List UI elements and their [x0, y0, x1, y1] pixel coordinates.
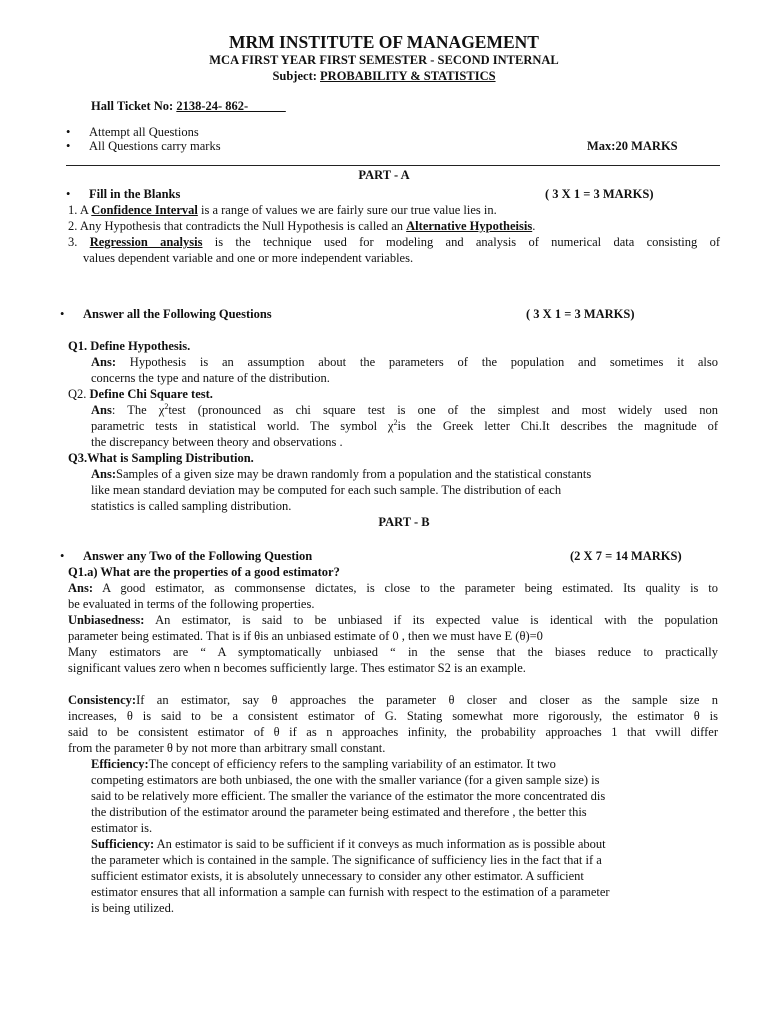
efficiency-line5: estimator is.: [91, 821, 153, 835]
q1-question: Q1. Define Hypothesis.: [68, 339, 191, 353]
sufficiency-line5: is being utilized.: [91, 901, 174, 915]
part-b-title: PART - B: [378, 515, 430, 529]
bullet-icon: •: [66, 139, 71, 153]
answer-text: Samples of a given size may be drawn randomly from a population and the statistical constants: [116, 467, 592, 481]
term-label: Efficiency:: [91, 757, 149, 771]
sufficiency-line2: the parameter which is contained in the sample. The significance of sufficiency lies in the fact that if a: [91, 853, 602, 867]
answer-text: parametric tests in statistical world. The symbol χ: [91, 419, 394, 433]
ans-label: Ans:: [68, 581, 94, 595]
q2-answer-line2: [91, 418, 718, 434]
q2-question: [68, 386, 213, 402]
superscript: 2: [164, 401, 169, 411]
efficiency-line1: [91, 756, 556, 772]
blank-item-3: [68, 234, 720, 250]
unbiasedness-line2: parameter being estimated. That is if θis an unbiased estimate of 0 , then we must have E (θ)=0: [68, 629, 543, 643]
bullet-icon: •: [60, 307, 65, 321]
q3-answer-line1: [91, 466, 591, 482]
instruction-1: Attempt all Questions: [89, 125, 199, 139]
answer-text: If an estimator, say θ approaches the parameter θ closer and closer as the sample size n: [136, 693, 718, 707]
part-b-q1: Q1.a) What are the properties of a good estimator?: [68, 565, 340, 579]
instruction-2: All Questions carry marks: [89, 139, 221, 153]
max-marks: Max:20 MARKS: [587, 139, 678, 153]
item-number: 3.: [68, 235, 78, 249]
ans-label: Ans:: [91, 467, 117, 481]
blank-item-1: [68, 202, 720, 218]
part-b-marks: (2 X 7 = 14 MARKS): [570, 549, 682, 563]
hall-ticket-value: 2138-24- 862-______: [176, 99, 286, 113]
subject-name: PROBABILITY & STATISTICS: [320, 69, 496, 83]
term-label: Consistency:: [68, 693, 137, 707]
answer-text: The concept of efficiency refers to the sampling variability of an estimator. It two: [148, 757, 556, 771]
efficiency-line3: said to be relatively more efficient. The smaller the variance of the estimator the more concentrated dis: [91, 789, 606, 803]
subject-line: [0, 68, 768, 84]
term-label: Unbiasedness:: [68, 613, 145, 627]
ans-label: Ans:: [91, 355, 117, 369]
unbiasedness-line1: [68, 612, 718, 628]
blank-answer: Regression analysis: [89, 235, 203, 249]
bullet-icon: •: [60, 549, 65, 563]
item-text: Any Hypothesis that contradicts the Null Hypothesis is called an: [79, 219, 407, 233]
sufficiency-line3: sufficient estimator exists, it is absolutely unnecessary to consider any other estimator. A sufficient: [91, 869, 584, 883]
item-text: is a range of values we are fairly sure our true value lies in.: [197, 203, 497, 217]
part-a-title: PART - A: [358, 168, 410, 182]
consistency-line4: from the parameter θ by not more than arbitrary small constant.: [68, 741, 386, 755]
fill-blanks-marks: ( 3 X 1 = 3 MARKS): [545, 187, 654, 201]
institute-title: MRM INSTITUTE OF MANAGEMENT: [229, 32, 539, 52]
part-b-heading: Answer any Two of the Following Question: [83, 549, 313, 563]
blank-answer: Confidence Interval: [91, 203, 198, 217]
consistency-line2: increases, θ is said to be a consistent estimator of G. Stating somewhat more rigorously, the estimator θ is: [68, 709, 718, 723]
item-number: 1.: [68, 203, 78, 217]
sufficiency-line1: [91, 836, 606, 852]
q3-answer-line2: like mean standard deviation may be computed for each such sample. The distribution of each: [91, 483, 562, 497]
blank-item-3-cont: values dependent variable and one or more independent variables.: [83, 251, 414, 265]
q3-answer-line3: statistics is called sampling distribution.: [91, 499, 292, 513]
item-number: 2.: [68, 219, 78, 233]
bullet-icon: •: [66, 125, 71, 139]
consistency-line1: [68, 692, 718, 708]
consistency-line3: said to be consistent estimator of θ if as n approaches infinity, the probability approaches 1 that vwill differ: [68, 725, 718, 739]
blank-answer: Alternative Hypotheisis: [406, 219, 533, 233]
superscript: 2: [393, 417, 398, 427]
q2-answer-line1: [91, 402, 718, 418]
answer-text: A good estimator, as commonsense dictates, is close to the parameter being estimated. Its quality is to: [93, 581, 718, 595]
exam-title: MCA FIRST YEAR FIRST SEMESTER - SECOND INTERNAL: [209, 53, 559, 67]
hall-ticket-label: Hall Ticket No:: [91, 99, 177, 113]
part-b-ans-line1: [68, 580, 718, 596]
bullet-icon: •: [66, 187, 71, 201]
efficiency-line4: the distribution of the estimator around the parameter being estimated and therefore , the better this: [91, 805, 587, 819]
q1-answer-line2: concerns the type and nature of the distribution.: [91, 371, 330, 385]
efficiency-line2: competing estimators are both unbiased, the one with the smaller variance (for a given sample size) is: [91, 773, 600, 787]
item-text: is the technique used for modeling and analysis of numerical data consisting of: [202, 235, 721, 249]
ans-label: Ans: [91, 403, 112, 417]
item-text: A: [79, 203, 92, 217]
answer-text: An estimator is said to be sufficient if it conveys as much information as is possible about: [154, 837, 606, 851]
blank-item-2: [68, 218, 720, 234]
sufficiency-line4: estimator ensures that all information a sample can furnish with respect to the estimation of a parameter: [91, 885, 610, 899]
subject-label: Subject:: [272, 69, 321, 83]
divider-line: [66, 165, 720, 166]
answer-all-heading: Answer all the Following Questions: [83, 307, 272, 321]
q1-answer-line1: [91, 354, 718, 370]
q3-question: Q3.What is Sampling Distribution.: [68, 451, 254, 465]
question-number: Q2.: [68, 387, 90, 401]
q2-answer-line3: the discrepancy between theory and observations .: [91, 435, 343, 449]
question-text: Define Chi Square test.: [89, 387, 213, 401]
fill-blanks-heading: Fill in the Blanks: [89, 187, 181, 201]
unbiasedness-line3: Many estimators are “ A symptomatically unbiased “ in the sense that the biases reduce to practically: [68, 645, 718, 659]
answer-text: is the Greek letter Chi.It describes the magnitude of: [397, 419, 718, 433]
unbiasedness-line4: significant values zero when n becomes sufficiently large. Thes estimator S2 is an example.: [68, 661, 526, 675]
answer-all-marks: ( 3 X 1 = 3 MARKS): [526, 307, 635, 321]
answer-text: An estimator, is said to be unbiased if its expected value is identical with the population: [144, 613, 718, 627]
part-b-ans-line2: be evaluated in terms of the following properties.: [68, 597, 315, 611]
answer-text: : The χ: [111, 403, 165, 417]
item-text: .: [532, 219, 536, 233]
answer-text: Hypothesis is an assumption about the parameters of the population and sometimes it also: [116, 355, 718, 369]
term-label: Sufficiency:: [91, 837, 155, 851]
answer-text: test (pronounced as chi square test is one of the simplest and most widely used non: [168, 403, 718, 417]
hall-ticket: [91, 98, 286, 114]
